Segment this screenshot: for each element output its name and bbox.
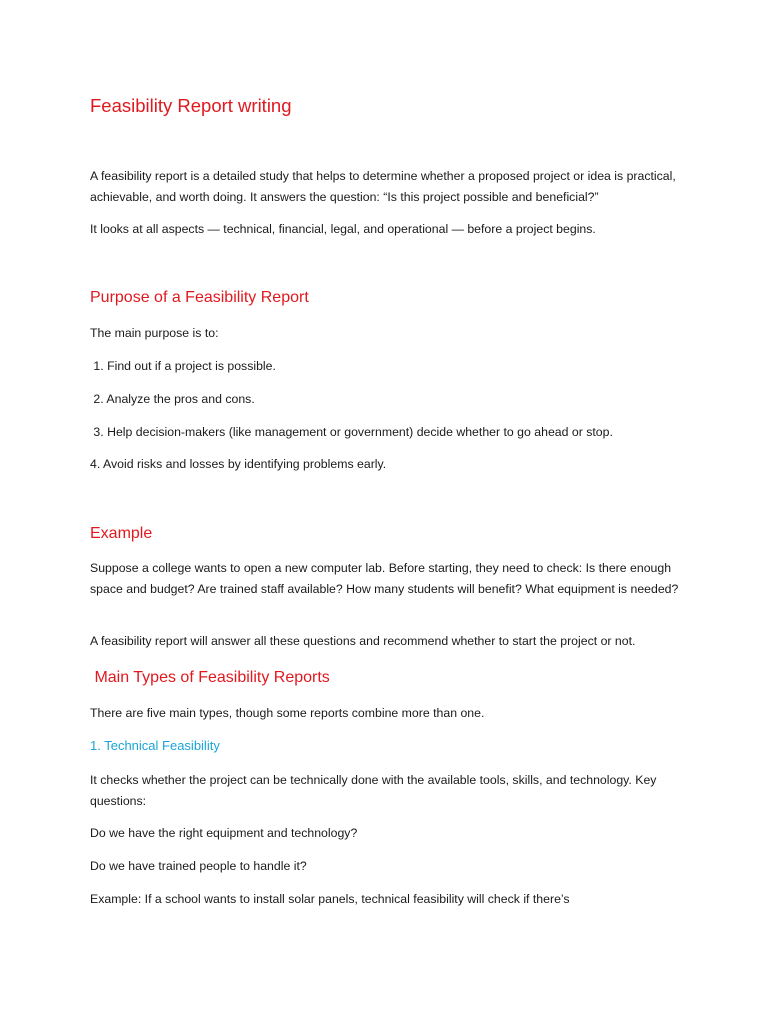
technical-paragraph: It checks whether the project can be technically done with the available tools, skills, and technology. Key questions: [90,773,657,808]
intro-paragraph-1: A feasibility report is a detailed study that helps to determine whether a proposed project or idea is practical, achievable, and worth doing. It answers the question: “Is this project possible and beneficial?” [90,169,676,204]
document-title: Feasibility Report writing [90,95,292,116]
example-heading: Example [90,525,153,542]
types-heading: Main Types of Feasibility Reports [90,669,330,686]
purpose-heading: Purpose of a Feasibility Report [90,289,309,306]
purpose-item-3: 3. Help decision-makers (like management or government) decide whether to go ahead or stop. [90,425,613,439]
technical-example: Example: If a school wants to install solar panels, technical feasibility will check if there’s [90,892,570,906]
example-paragraph-1: Suppose a college wants to open a new computer lab. Before starting, they need to check: Is there enough space and budget? Are trained staff available? How many students will benefit? What equipment is needed? [90,561,679,596]
purpose-item-4: 4. Avoid risks and losses by identifying problems early. [90,457,387,471]
purpose-item-1: 1. Find out if a project is possible. [90,359,276,373]
intro-paragraph-2: It looks at all aspects — technical, financial, legal, and operational — before a project begins. [90,222,596,236]
purpose-item-2: 2. Analyze the pros and cons. [90,392,255,406]
technical-question-2: Do we have trained people to handle it? [90,859,307,873]
technical-feasibility-heading: 1. Technical Feasibility [90,738,220,753]
example-paragraph-2: A feasibility report will answer all these questions and recommend whether to start the project or not. [90,634,636,648]
technical-question-1: Do we have the right equipment and technology? [90,826,358,840]
purpose-lead: The main purpose is to: [90,326,219,340]
types-lead: There are five main types, though some reports combine more than one. [90,706,485,720]
